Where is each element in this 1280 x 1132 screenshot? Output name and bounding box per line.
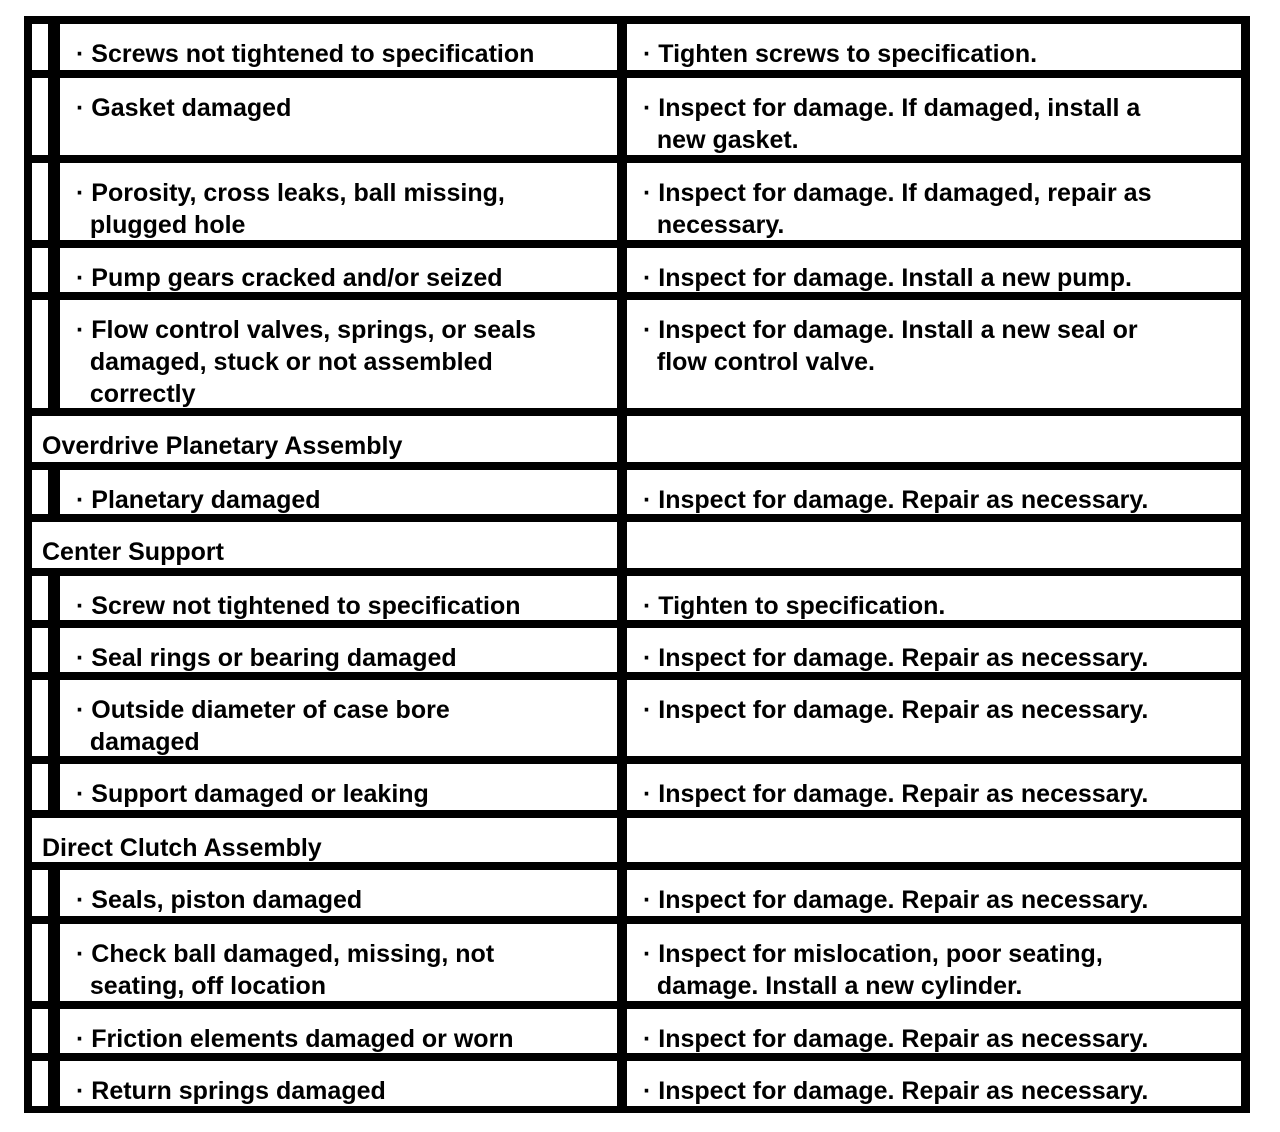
cause-cell: · Screw not tightened to specification: [60, 576, 617, 620]
row-indent-stub: [32, 1061, 48, 1106]
action-cell: · Inspect for damage. Install a new pump.: [627, 248, 1241, 292]
action-cell: · Inspect for damage. Install a new seal or flow control valve.: [627, 300, 1241, 408]
action-cell: · Inspect for damage. Repair as necessary.: [627, 764, 1241, 810]
row-indent-stub: [32, 163, 48, 240]
action-cell: · Inspect for damage. Repair as necessary.: [627, 870, 1241, 916]
row-indent-stub: [32, 78, 48, 155]
row-indent-stub: [32, 680, 48, 756]
action-cell: · Inspect for damage. Repair as necessary.: [627, 680, 1241, 756]
diagnosis-table: [24, 16, 1250, 1113]
row-indent-stub: [32, 24, 48, 70]
cause-cell: · Return springs damaged: [60, 1061, 617, 1106]
action-cell: · Inspect for damage. Repair as necessary.: [627, 1009, 1241, 1053]
row-indent-stub: [32, 870, 48, 916]
section-blank-cell: [627, 522, 1241, 568]
action-cell: · Tighten to specification.: [627, 576, 1241, 620]
cause-cell: · Screws not tightened to specification: [60, 24, 617, 70]
row-indent-stub: [32, 1009, 48, 1053]
cause-cell: · Seals, piston damaged: [60, 870, 617, 916]
cause-cell: · Seal rings or bearing damaged: [60, 628, 617, 672]
cause-cell: · Friction elements damaged or worn: [60, 1009, 617, 1053]
action-cell: · Inspect for damage. If damaged, install a new gasket.: [627, 78, 1241, 155]
cause-cell: · Outside diameter of case bore damaged: [60, 680, 617, 756]
row-indent-stub: [32, 300, 48, 408]
row-indent-stub: [32, 628, 48, 672]
section-heading: Direct Clutch Assembly: [32, 818, 617, 862]
row-indent-stub: [32, 248, 48, 292]
cause-cell: · Porosity, cross leaks, ball missing, plugged hole: [60, 163, 617, 240]
action-cell: · Inspect for mislocation, poor seating, damage. Install a new cylinder.: [627, 924, 1241, 1001]
section-blank-cell: [627, 818, 1241, 862]
action-cell: · Inspect for damage. Repair as necessary.: [627, 470, 1241, 514]
action-cell: · Tighten screws to specification.: [627, 24, 1241, 70]
row-indent-stub: [32, 576, 48, 620]
action-cell: · Inspect for damage. Repair as necessary.: [627, 1061, 1241, 1106]
cause-cell: · Support damaged or leaking: [60, 764, 617, 810]
row-indent-stub: [32, 764, 48, 810]
cause-cell: · Flow control valves, springs, or seals damaged, stuck or not assembled correctly: [60, 300, 617, 408]
action-cell: · Inspect for damage. If damaged, repair as necessary.: [627, 163, 1241, 240]
section-heading: Overdrive Planetary Assembly: [32, 416, 617, 462]
section-blank-cell: [627, 416, 1241, 462]
section-heading: Center Support: [32, 522, 617, 568]
cause-cell: · Gasket damaged: [60, 78, 617, 155]
cause-cell: · Pump gears cracked and/or seized: [60, 248, 617, 292]
action-cell: · Inspect for damage. Repair as necessary.: [627, 628, 1241, 672]
row-indent-stub: [32, 924, 48, 1001]
cause-cell: · Check ball damaged, missing, not seating, off location: [60, 924, 617, 1001]
row-indent-stub: [32, 470, 48, 514]
cause-cell: · Planetary damaged: [60, 470, 617, 514]
